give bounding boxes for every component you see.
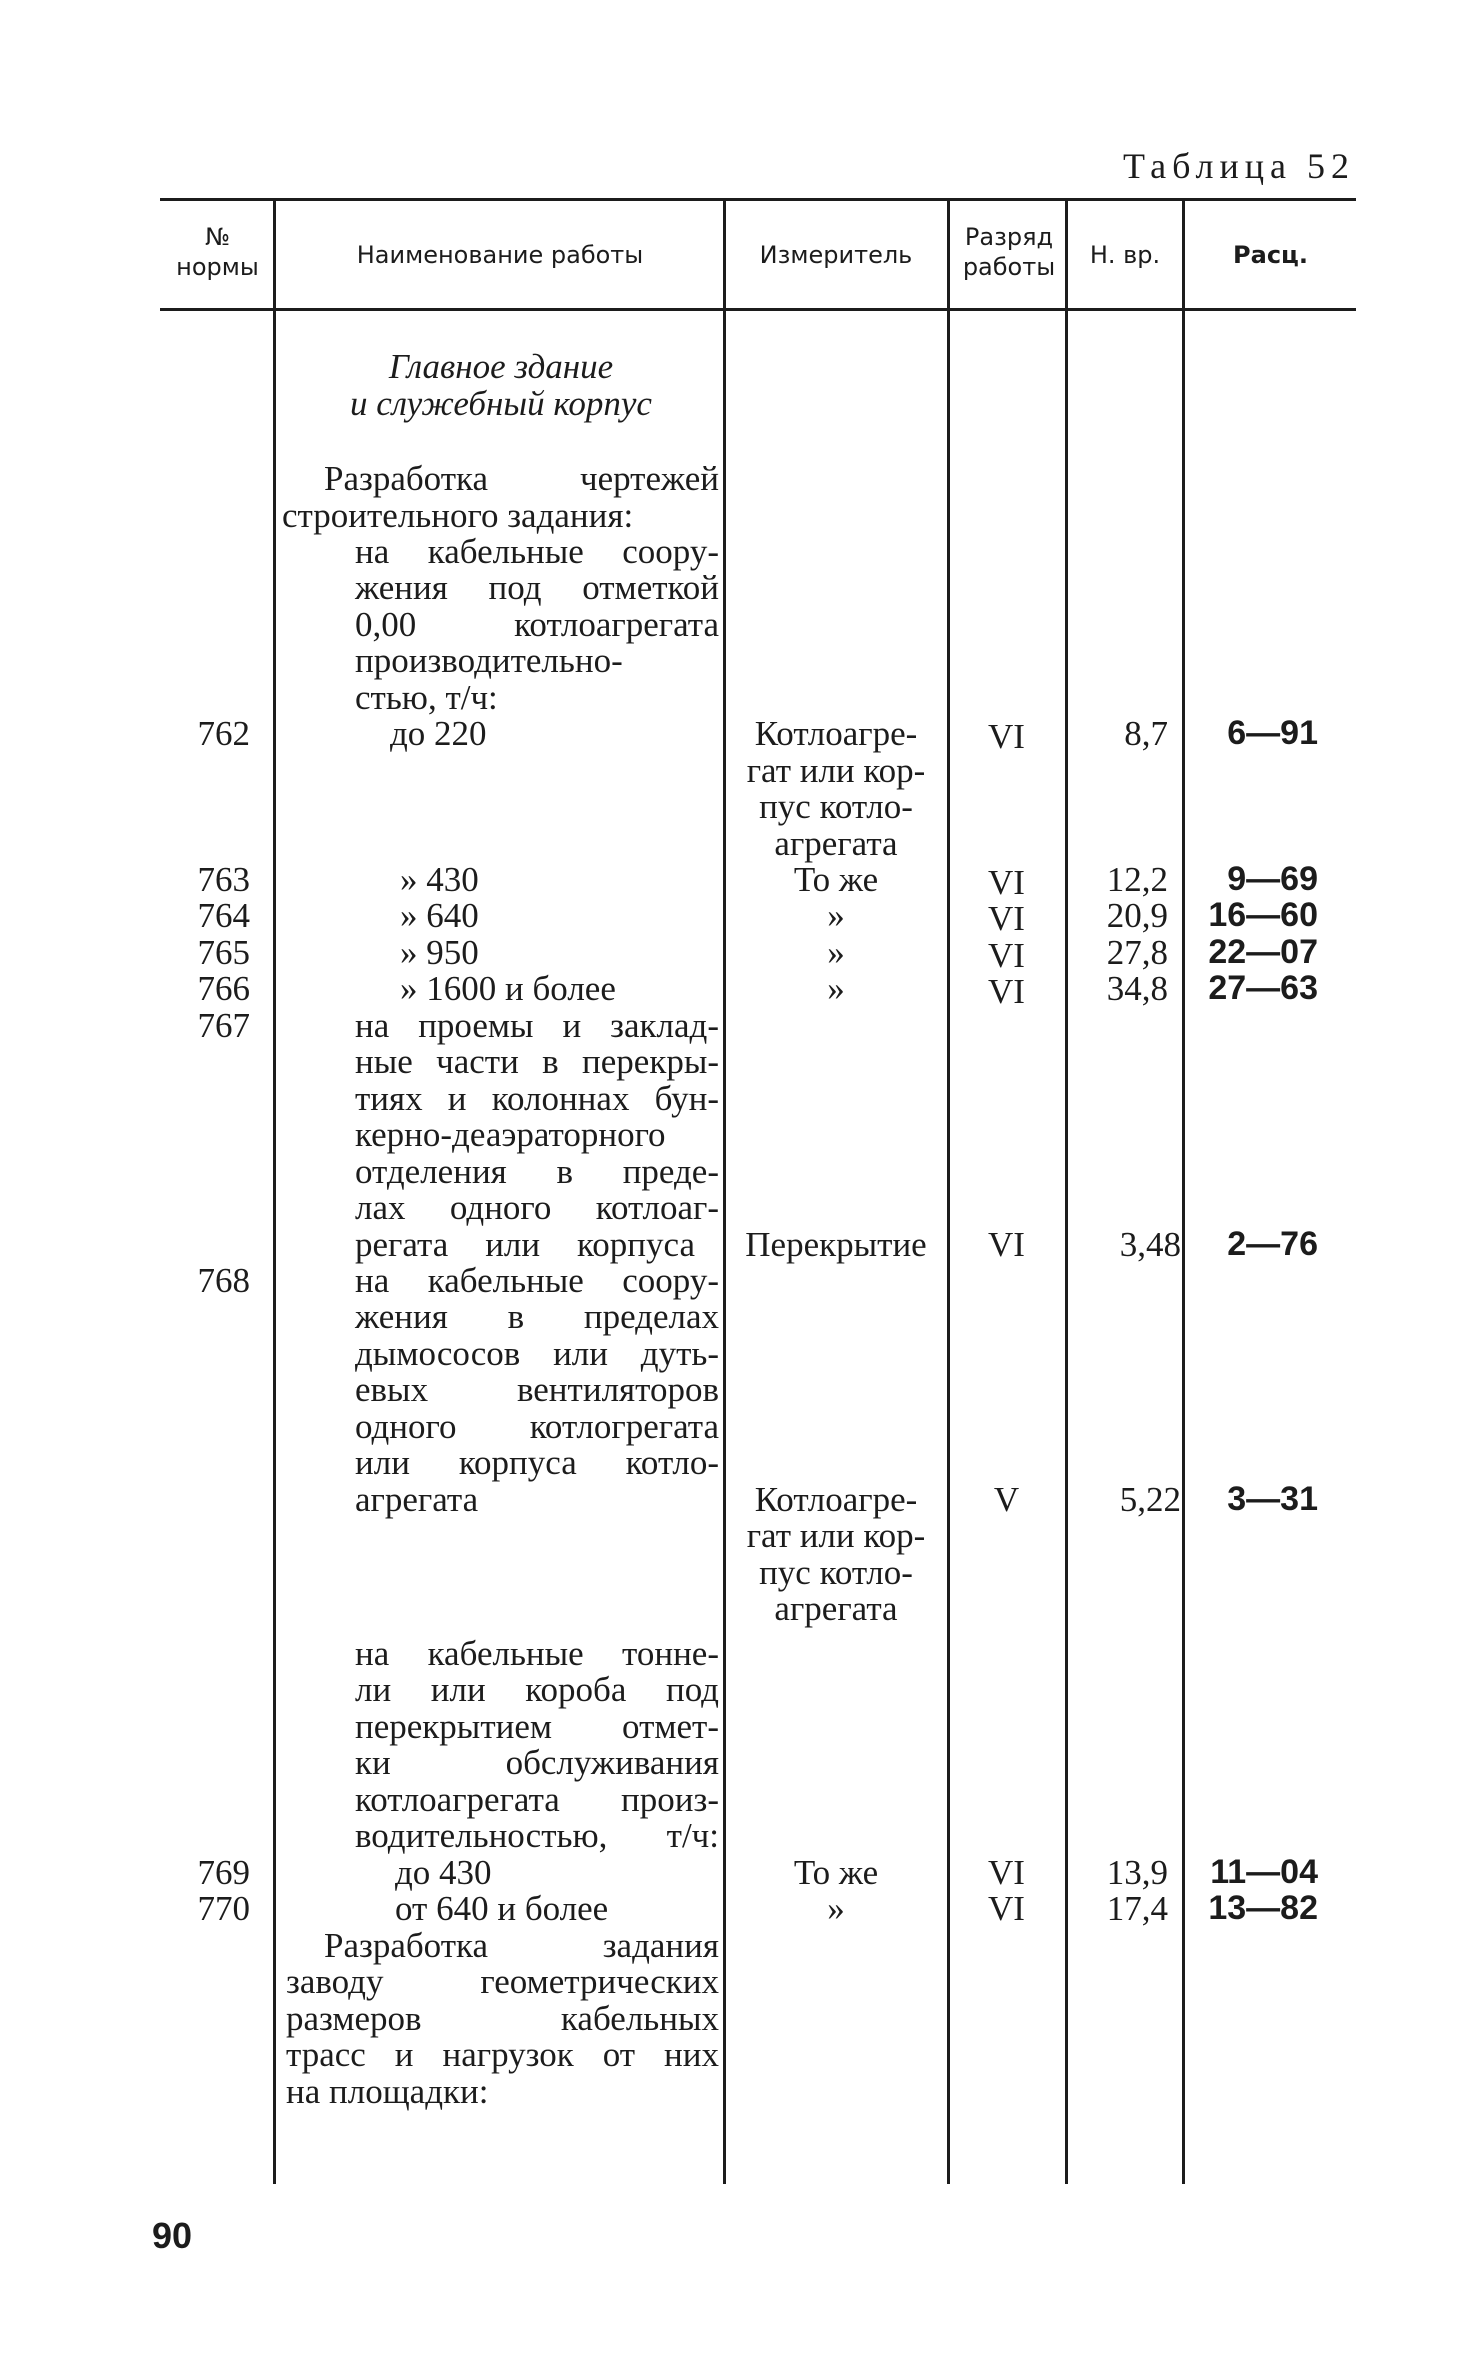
header-divider-3	[947, 200, 950, 308]
name-line: на площадки:	[286, 2072, 489, 2111]
page-number: 90	[152, 2215, 193, 2256]
name-line: или корпуса котло-	[355, 1443, 719, 1482]
norm-number: 766	[197, 969, 250, 1008]
grade-cell: VI	[988, 972, 1025, 1011]
measure-cell: гат или кор-	[746, 1516, 926, 1555]
name-line: агрегата	[355, 1480, 479, 1519]
header-work-name: Наименование работы	[356, 241, 644, 269]
name-line: ные части в перекры-	[355, 1042, 719, 1081]
name-line: ки обслуживания	[355, 1743, 719, 1782]
grade-cell: VI	[988, 717, 1025, 756]
column-divider-2	[723, 310, 726, 2184]
grade-cell: VI	[988, 863, 1025, 902]
measure-cell: »	[827, 933, 845, 972]
rate-cell: 13—82	[1208, 1889, 1318, 1927]
name-line: на проемы и заклад-	[355, 1006, 719, 1045]
name-line: водительностью, т/ч:	[355, 1816, 719, 1855]
time-cell: 3,48	[1119, 1225, 1181, 1264]
grade-cell: VI	[988, 899, 1025, 938]
rate-cell: 22—07	[1208, 933, 1318, 971]
time-cell: 17,4	[1106, 1889, 1168, 1928]
time-cell: 12,2	[1106, 860, 1168, 899]
name-line: 0,00 котлоагрегата	[355, 605, 719, 644]
time-cell: 5,22	[1119, 1480, 1181, 1519]
header-rate: Расц.	[1233, 241, 1308, 269]
measure-cell: пус котло-	[759, 1553, 913, 1592]
name-line: производительно-	[355, 641, 623, 680]
measure-cell: Котлоагре-	[754, 1480, 918, 1519]
rate-cell: 27—63	[1208, 969, 1318, 1007]
rate-cell: 2—76	[1227, 1225, 1318, 1263]
name-line: строительного задания:	[282, 496, 634, 535]
grade-cell: VI	[988, 936, 1025, 975]
rate-cell: 6—91	[1227, 714, 1318, 752]
name-line: тиях и колоннах бун-	[355, 1079, 719, 1118]
rate-cell: 11—04	[1210, 1853, 1318, 1891]
header-divider-1	[273, 200, 276, 308]
table-label: Таблица 52	[1123, 146, 1355, 186]
name-line: перекрытием отмет-	[355, 1707, 719, 1746]
norm-number: 768	[197, 1261, 250, 1300]
name-line: размеров кабельных	[286, 1999, 719, 2038]
header-divider-5	[1182, 200, 1185, 308]
header-bottom-rule	[160, 308, 1356, 311]
rate-cell: 16—60	[1208, 896, 1318, 934]
grade-cell: V	[993, 1480, 1020, 1519]
name-line: ли или короба под	[355, 1670, 719, 1709]
norm-number: 765	[197, 933, 250, 972]
grade-cell: VI	[988, 1225, 1025, 1264]
norm-number: 767	[197, 1006, 250, 1045]
section-title-line-1: Главное здание	[388, 347, 614, 386]
name-line: одного котлогрегата	[355, 1407, 719, 1446]
rate-cell: 9—69	[1227, 860, 1318, 898]
norm-number: 764	[197, 896, 250, 935]
measure-cell: »	[827, 896, 845, 935]
norm-number: 762	[197, 714, 250, 753]
rate-cell: 3—31	[1227, 1480, 1318, 1518]
measure-cell: То же	[793, 1853, 879, 1892]
norm-number: 770	[197, 1889, 250, 1928]
name-line: евых вентиляторов	[355, 1370, 719, 1409]
name-line: » 430	[400, 860, 479, 899]
measure-cell: Перекрытие	[745, 1225, 927, 1264]
header-measure: Измеритель	[759, 241, 913, 269]
measure-cell: агрегата	[774, 1589, 898, 1628]
name-line: на кабельные тонне-	[355, 1634, 719, 1673]
name-line: на кабельные соору-	[355, 1261, 719, 1300]
time-cell: 8,7	[1124, 714, 1168, 753]
header-grade: Разряд работы	[962, 223, 1056, 281]
grade-cell: VI	[988, 1889, 1025, 1928]
name-line: Разработка чертежей	[324, 459, 719, 498]
header-norm-no: № нормы	[176, 223, 259, 281]
name-line: на кабельные соору-	[355, 532, 719, 571]
norm-number: 769	[197, 1853, 250, 1892]
name-line: Разработка задания	[324, 1926, 719, 1965]
norm-number: 763	[197, 860, 250, 899]
top-rule	[160, 198, 1356, 201]
name-line: лах одного котлоаг-	[355, 1188, 719, 1227]
measure-cell: пус котло-	[759, 787, 913, 826]
name-line: котлоагрегата произ-	[355, 1780, 719, 1819]
name-line: от 640 и более	[395, 1889, 609, 1928]
time-cell: 20,9	[1106, 896, 1168, 935]
measure-cell: То же	[793, 860, 879, 899]
name-line: » 1600 и более	[400, 969, 616, 1008]
name-line: заводу геометрических	[286, 1962, 719, 2001]
name-line: отделения в преде-	[355, 1152, 719, 1191]
name-line: регата или корпуса	[355, 1225, 695, 1264]
measure-cell: гат или кор-	[746, 751, 926, 790]
name-line: » 950	[400, 933, 479, 972]
name-line: до 220	[390, 714, 487, 753]
section-title-line-2: и служебный корпус	[350, 384, 652, 423]
name-line: трасс и нагрузок от них	[286, 2035, 719, 2074]
name-line: керно-деаэраторного	[355, 1115, 666, 1154]
time-cell: 34,8	[1106, 969, 1168, 1008]
grade-cell: VI	[988, 1853, 1025, 1892]
measure-cell: агрегата	[774, 824, 898, 863]
measure-cell: »	[827, 969, 845, 1008]
name-line: до 430	[395, 1853, 492, 1892]
measure-cell: »	[827, 1889, 845, 1928]
time-cell: 27,8	[1106, 933, 1168, 972]
name-line: стью, т/ч:	[355, 678, 498, 717]
header-time: Н. вр.	[1089, 241, 1161, 269]
measure-cell: Котлоагре-	[754, 714, 918, 753]
name-line: жения под отметкой	[355, 568, 719, 607]
column-divider-1	[273, 310, 276, 2184]
time-cell: 13,9	[1106, 1853, 1168, 1892]
name-line: » 640	[400, 896, 479, 935]
name-line: дымососов или дуть-	[355, 1334, 719, 1373]
header-divider-2	[723, 200, 726, 308]
name-line: жения в пределах	[355, 1297, 719, 1336]
header-divider-4	[1065, 200, 1068, 308]
